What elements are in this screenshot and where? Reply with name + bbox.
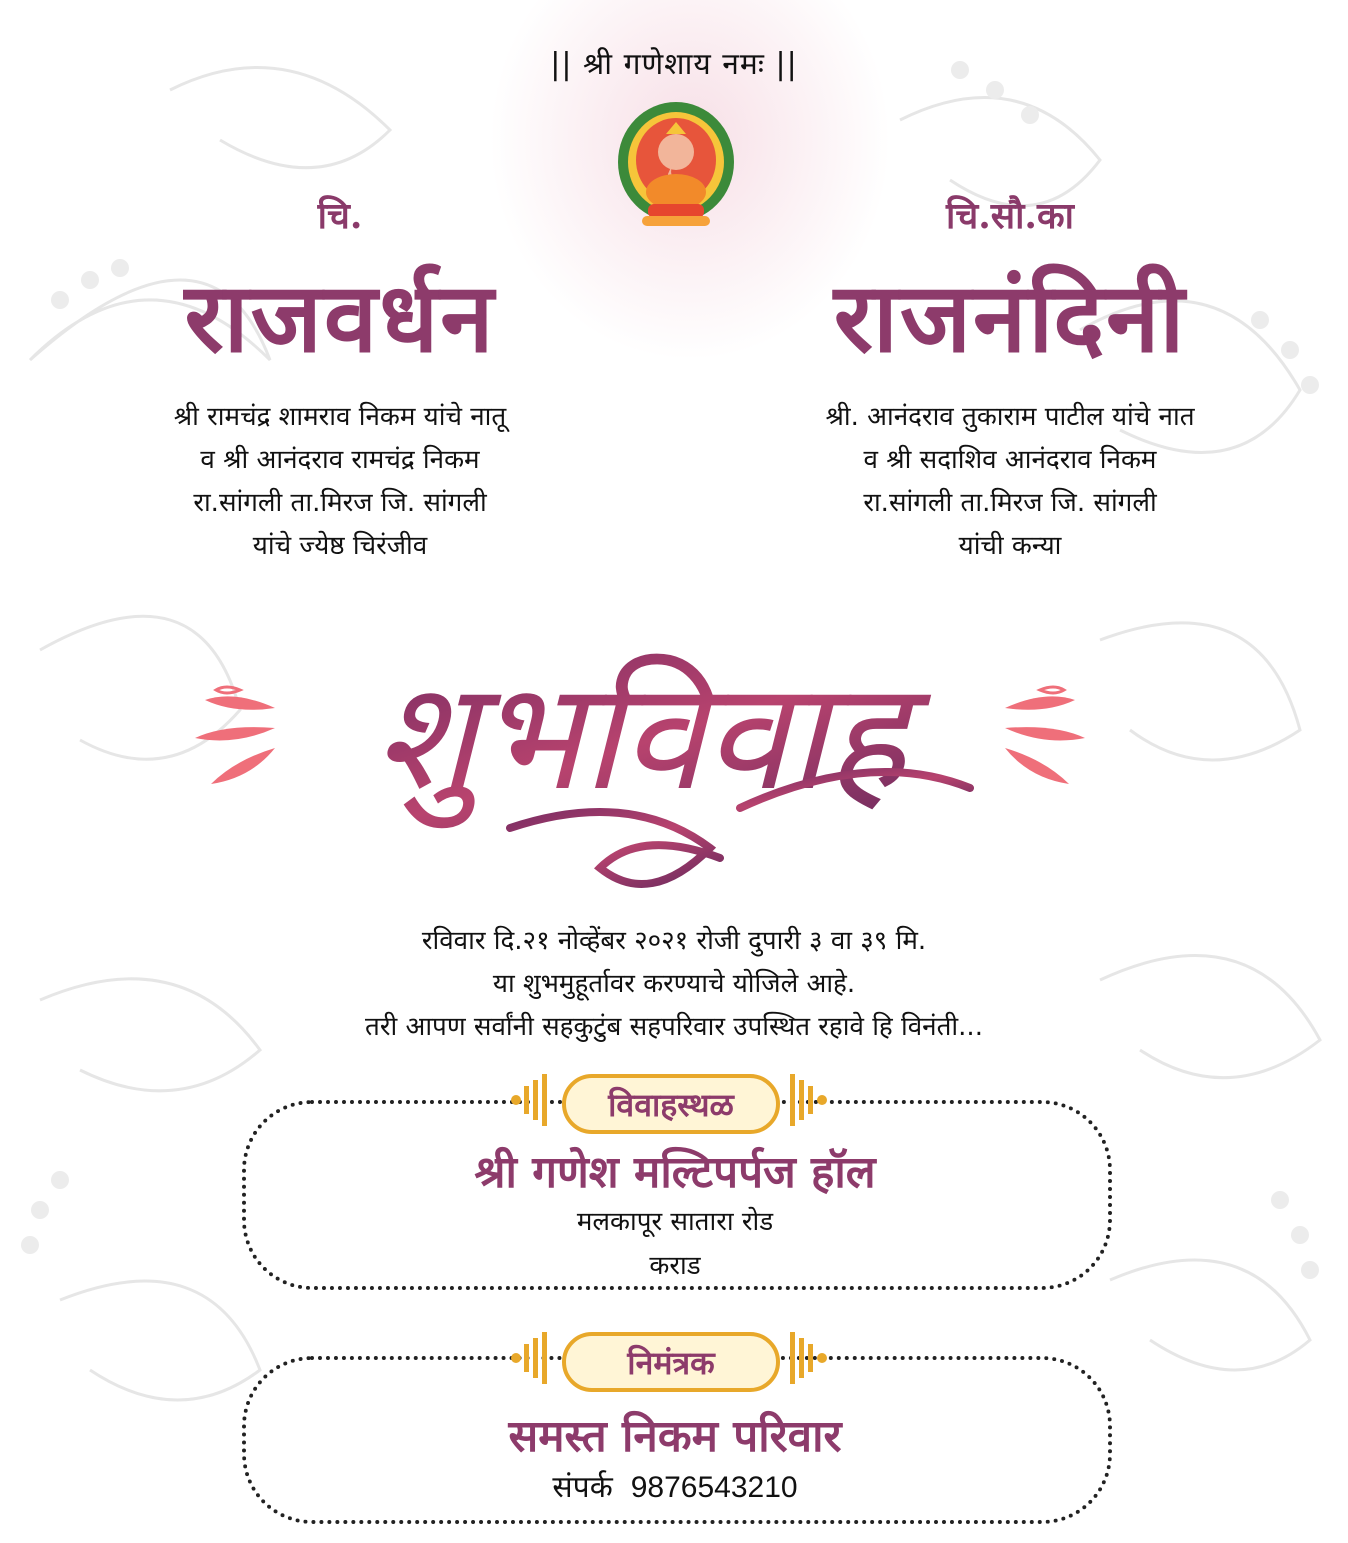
groom-family-block <box>90 396 590 568</box>
ribbon-bars-icon <box>782 1072 828 1128</box>
groom-family-line: रा.सांगली ता.मिरज जि. सांगली <box>193 488 487 518</box>
title-artwork <box>180 578 1100 908</box>
host-label: निमंत्रक <box>562 1332 780 1392</box>
title-text: शुभविवाह <box>374 650 906 824</box>
venue-address-line: कराड <box>649 1251 701 1281</box>
bride-name: राजनंदिनी <box>833 261 1187 374</box>
ribbon-bars-icon <box>510 1072 556 1128</box>
host-ribbon <box>510 1328 840 1388</box>
ribbon-bars-icon <box>510 1330 556 1386</box>
details-line: तरी आपण सर्वांनी सहकुटुंब सहपरिवार उपस्थित रहावे हि विनंती... <box>365 1012 983 1042</box>
invocation-text: || श्री गणेशाय नमः || <box>550 47 798 82</box>
groom-family-line: श्री रामचंद्र शामराव निकम यांचे नातू <box>173 402 507 432</box>
bride-family-line: यांची कन्या <box>958 531 1062 561</box>
host-name: समस्त निकम परिवार <box>508 1411 842 1462</box>
venue-name: श्री गणेश मल्टिपर्पज हॉल <box>474 1147 876 1198</box>
petal-flourish-icon <box>195 687 275 784</box>
groom-prefix: चि. <box>317 195 363 237</box>
ribbon-bars-icon <box>782 1330 828 1386</box>
ceremony-details <box>150 920 1198 1049</box>
groom-name: राजवर्धन <box>184 261 496 374</box>
bride-family-block <box>760 396 1260 568</box>
bride-family-line: रा.सांगली ता.मिरज जि. सांगली <box>863 488 1157 518</box>
venue-ribbon <box>510 1070 840 1130</box>
ganesh-icon <box>612 100 740 234</box>
groom-family-line: यांचे ज्येष्ठ चिरंजीव <box>252 531 428 561</box>
groom-family-line: व श्री आनंदराव रामचंद्र निकम <box>200 445 480 475</box>
contact-line <box>242 1465 1108 1506</box>
contact-label: संपर्क <box>552 1470 613 1505</box>
contact-number[interactable]: 9876543210 <box>630 1471 798 1504</box>
venue-address-line: मलकापूर सातारा रोड <box>576 1207 774 1237</box>
petal-flourish-icon <box>1005 687 1085 784</box>
bride-family-line: व श्री सदाशिव आनंदराव निकम <box>863 445 1157 475</box>
bride-family-line: श्री. आनंदराव तुकाराम पाटील यांचे नात <box>825 402 1195 432</box>
bride-prefix: चि.सौ.का <box>946 195 1074 237</box>
details-line: या शुभमुहूर्तावर करण्याचे योजिले आहे. <box>492 969 856 999</box>
venue-label: विवाहस्थळ <box>562 1074 780 1134</box>
details-line: रविवार दि.२१ नोव्हेंबर २०२१ रोजी दुपारी ३ वा ३९ मि. <box>421 926 927 956</box>
